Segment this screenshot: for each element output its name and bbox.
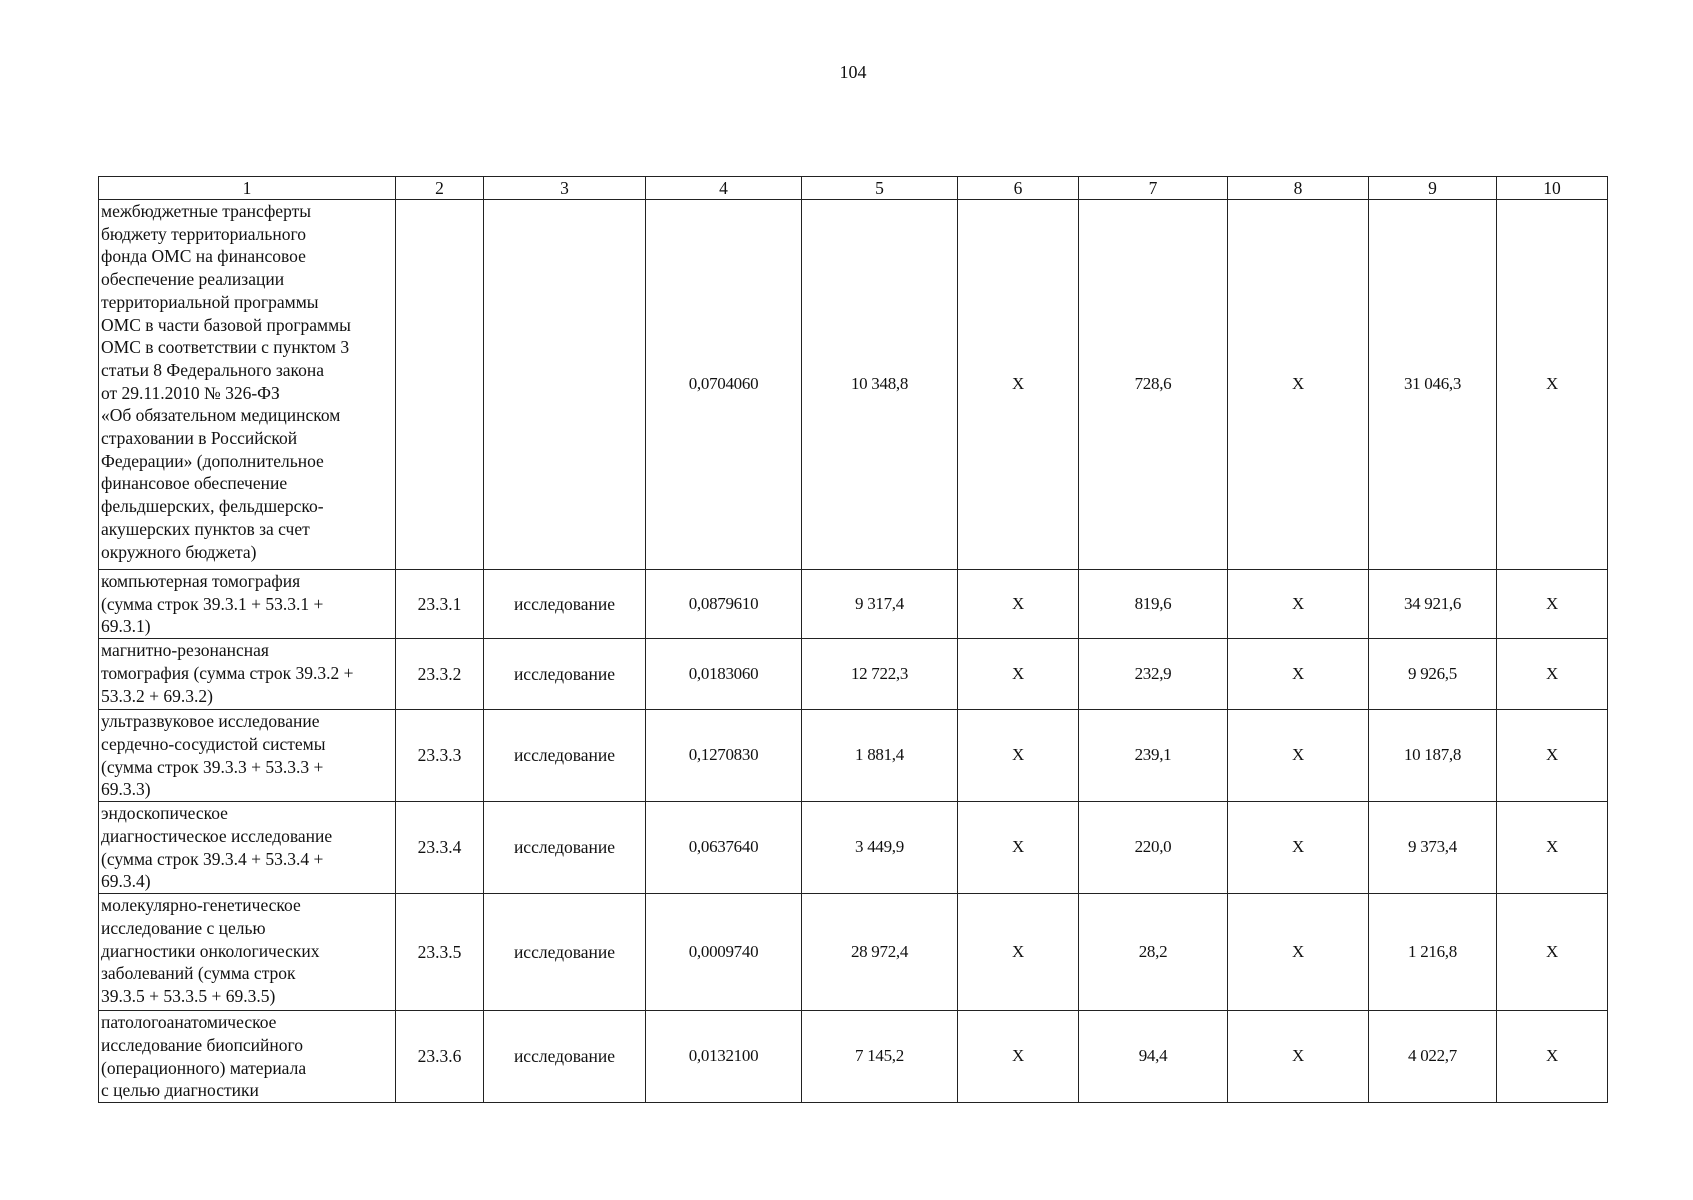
row-description: патологоанатомическое исследование биопсийного (операционного) материала с целью диагностики — [99, 1011, 396, 1103]
row-description: эндоскопическое диагностическое исследование (сумма строк 39.3.4 + 53.3.4 + 69.3.4) — [99, 802, 396, 894]
table-row — [99, 570, 1608, 639]
column-header: 7 — [1079, 177, 1228, 200]
table-row — [99, 710, 1608, 802]
column-number-header — [99, 177, 1608, 200]
value-col-8: X — [1228, 639, 1369, 710]
value-col-5: 28 972,4 — [802, 894, 958, 1011]
value-col-10: X — [1497, 200, 1608, 570]
row-code: 23.3.5 — [396, 894, 484, 1011]
column-header: 5 — [802, 177, 958, 200]
table-row — [99, 802, 1608, 894]
value-col-8: X — [1228, 802, 1369, 894]
value-col-6: X — [958, 200, 1079, 570]
row-code: 23.3.4 — [396, 802, 484, 894]
value-col-9: 4 022,7 — [1369, 1011, 1497, 1103]
value-col-6: X — [958, 570, 1079, 639]
value-col-10: X — [1497, 894, 1608, 1011]
value-col-7: 232,9 — [1079, 639, 1228, 710]
value-col-5: 3 449,9 — [802, 802, 958, 894]
unit-of-measure: исследование — [484, 1011, 646, 1103]
column-header: 1 — [99, 177, 396, 200]
value-col-7: 728,6 — [1079, 200, 1228, 570]
value-col-7: 239,1 — [1079, 710, 1228, 802]
value-col-5: 1 881,4 — [802, 710, 958, 802]
value-col-9: 1 216,8 — [1369, 894, 1497, 1011]
value-col-4: 0,1270830 — [646, 710, 802, 802]
column-header: 10 — [1497, 177, 1608, 200]
value-col-4: 0,0132100 — [646, 1011, 802, 1103]
value-col-9: 34 921,6 — [1369, 570, 1497, 639]
value-col-10: X — [1497, 639, 1608, 710]
value-col-9: 9 373,4 — [1369, 802, 1497, 894]
value-col-9: 9 926,5 — [1369, 639, 1497, 710]
value-col-10: X — [1497, 802, 1608, 894]
value-col-4: 0,0879610 — [646, 570, 802, 639]
value-col-7: 819,6 — [1079, 570, 1228, 639]
value-col-4: 0,0704060 — [646, 200, 802, 570]
value-col-7: 94,4 — [1079, 1011, 1228, 1103]
value-col-10: X — [1497, 1011, 1608, 1103]
value-col-6: X — [958, 639, 1079, 710]
value-col-9: 31 046,3 — [1369, 200, 1497, 570]
table-row — [99, 639, 1608, 710]
value-col-4: 0,0637640 — [646, 802, 802, 894]
value-col-8: X — [1228, 1011, 1369, 1103]
row-code: 23.3.3 — [396, 710, 484, 802]
value-col-7: 220,0 — [1079, 802, 1228, 894]
column-header: 4 — [646, 177, 802, 200]
value-col-5: 10 348,8 — [802, 200, 958, 570]
data-table — [98, 176, 1608, 1103]
column-header: 6 — [958, 177, 1079, 200]
column-header: 9 — [1369, 177, 1497, 200]
row-code: 23.3.6 — [396, 1011, 484, 1103]
value-col-8: X — [1228, 200, 1369, 570]
value-col-5: 12 722,3 — [802, 639, 958, 710]
unit-of-measure: исследование — [484, 570, 646, 639]
value-col-6: X — [958, 1011, 1079, 1103]
value-col-8: X — [1228, 710, 1369, 802]
value-col-6: X — [958, 894, 1079, 1011]
table-row — [99, 200, 1608, 570]
unit-of-measure: исследование — [484, 639, 646, 710]
row-code: 23.3.2 — [396, 639, 484, 710]
row-description: компьютерная томография (сумма строк 39.3.1 + 53.3.1 + 69.3.1) — [99, 570, 396, 639]
row-code — [396, 200, 484, 570]
row-description: ультразвуковое исследование сердечно-сосудистой системы (сумма строк 39.3.3 + 53.3.3 + 69.3.3) — [99, 710, 396, 802]
table-row — [99, 894, 1608, 1011]
unit-of-measure: исследование — [484, 710, 646, 802]
value-col-5: 9 317,4 — [802, 570, 958, 639]
row-description: молекулярно-генетическое исследование с целью диагностики онкологических заболеваний (сумма строк 39.3.5 + 53.3.5 + 69.3.5) — [99, 894, 396, 1011]
column-header: 2 — [396, 177, 484, 200]
value-col-4: 0,0183060 — [646, 639, 802, 710]
value-col-6: X — [958, 802, 1079, 894]
value-col-5: 7 145,2 — [802, 1011, 958, 1103]
unit-of-measure: исследование — [484, 802, 646, 894]
value-col-4: 0,0009740 — [646, 894, 802, 1011]
row-description: межбюджетные трансферты бюджету территориального фонда ОМС на финансовое обеспечение реализации территориальной программы ОМС в части базовой программы ОМС в соответствии с пунктом 3 статьи 8 Федерального закона от 29.11.2010 № 326-ФЗ «Об обязательном медицинском страховании в Российской Федерации» (дополнительное финансовое обеспечение фельдшерских, фельдшерско- акушерских пунктов за счет окружного бюджета) — [99, 200, 396, 570]
value-col-7: 28,2 — [1079, 894, 1228, 1011]
value-col-10: X — [1497, 570, 1608, 639]
value-col-8: X — [1228, 894, 1369, 1011]
table-row — [99, 1011, 1608, 1103]
unit-of-measure — [484, 200, 646, 570]
page-number: 104 — [839, 62, 867, 82]
value-col-10: X — [1497, 710, 1608, 802]
row-code: 23.3.1 — [396, 570, 484, 639]
value-col-8: X — [1228, 570, 1369, 639]
column-header: 8 — [1228, 177, 1369, 200]
value-col-9: 10 187,8 — [1369, 710, 1497, 802]
unit-of-measure: исследование — [484, 894, 646, 1011]
value-col-6: X — [958, 710, 1079, 802]
row-description: магнитно-резонансная томография (сумма строк 39.3.2 + 53.3.2 + 69.3.2) — [99, 639, 396, 710]
column-header: 3 — [484, 177, 646, 200]
